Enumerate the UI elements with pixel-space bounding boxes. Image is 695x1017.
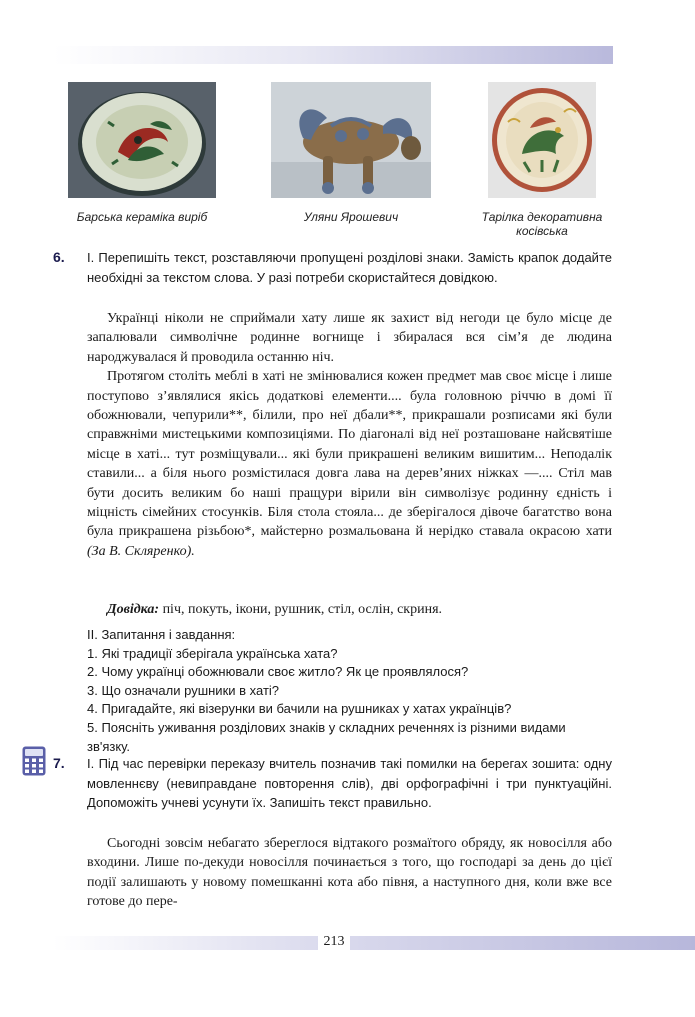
photo-ceramic-sculpture bbox=[271, 82, 431, 198]
caption-photo-2: Уляни Ярошевич bbox=[303, 210, 399, 224]
task-7-instruction: І. Під час перевірки переказу вчитель позначив такі помилки на берегах зошита: одну мовленнєву (невиправдане повторення слів), дві орфографічні і три пунктуаційні. Допоможіть учневі усунути їх. Запишіть текст правильно. bbox=[87, 756, 612, 811]
task-7-exercise-text bbox=[87, 834, 612, 912]
question-item: 1. Які традиції зберігала українська хата? bbox=[87, 645, 338, 661]
questions-title: ІІ. Запитання і завдання: bbox=[87, 627, 236, 642]
help-label: Довідка: bbox=[107, 602, 160, 617]
task-number-7: 7. bbox=[53, 755, 65, 771]
caption-photo-3: Тарілка декоративна косівська bbox=[481, 210, 603, 238]
photo-plate-kosiv bbox=[488, 82, 596, 198]
task-6-paragraph-1: Українці ніколи не сприймали хату лише як захист від негоди це було місце де запалювали символічне родинне вогнище і збиралася вся сім’я де людина народжувалася й проводила останню ніч. bbox=[87, 311, 612, 365]
question-item: 3. Що означали рушники в хаті? bbox=[87, 682, 280, 698]
footer-band bbox=[53, 936, 695, 950]
task-6-paragraph-2 bbox=[87, 367, 612, 561]
task-6-exercise-text bbox=[87, 309, 612, 561]
task-6-instruction: І. Перепишіть текст, розставляючи пропущені розділові знаки. Замість крапок додайте необхідні за текстом слова. У разі потреби скористайтеся довідкою. bbox=[87, 250, 612, 285]
help-words: піч, покуть, ікони, рушник, стіл, ослін, скриня. bbox=[162, 602, 443, 617]
question-item: 4. Пригадайте, які візерунки ви бачили на рушниках у хатах українців? bbox=[87, 701, 512, 717]
task-number-6: 6. bbox=[53, 249, 65, 265]
task-6-paragraph-2-text: Протягом століть меблі в хаті не змінювалися кожен предмет мав своє місце і лише поступово з’являлися якісь додаткові елементи.... була головною річчю в домі її обожнювали, чепурили**, білили, про неї дбали**, прикрашали розписами які були справжніми мистецькими композиціями. По діагоналі від неї розташоване найсвятіше місце в хаті... тут розміщували... які були прикрашені великим вишитим... Неподалік ставили... а біля нього розмістилася довга лава на дерев’яних ніжках —.... Стіл мав бути досить великим бо наші пращури вірили він символізує родинну єдність і міцність сімейних стосунків. Біля стола стояла... де зберігалося дівоче багатство вона була прикрашена різьбою*, майстерно розмальована й нерідко ставала окрасою хати bbox=[87, 369, 612, 540]
question-item: 2. Чому українці обожнювали своє житло? Як це проявлялося? bbox=[87, 664, 469, 680]
caption-photo-1: Барська кераміка виріб bbox=[76, 210, 208, 224]
header-band bbox=[53, 46, 613, 64]
photo-plate-barska bbox=[68, 82, 216, 198]
task-6-questions bbox=[87, 626, 612, 756]
calculator-icon bbox=[22, 746, 46, 776]
task-7-paragraph-1: Сьогодні зовсім небагато збереглося відтакого розмаїтого обряду, як новосілля або входини. Лише по-декуди новосілля починається з того, що господарі за день до цієї події залишають у новому помешканні кота або півня, а наступного дня, коли вже все готове до пере- bbox=[87, 836, 612, 910]
question-item: 5. Поясніть уживання розділових знаків у складних реченнях із різними видами зв'язку. bbox=[87, 719, 566, 754]
page-number: 213 bbox=[318, 932, 350, 952]
task-6-source: (За В. Скляренко). bbox=[87, 543, 195, 559]
task-6-help bbox=[87, 600, 612, 619]
